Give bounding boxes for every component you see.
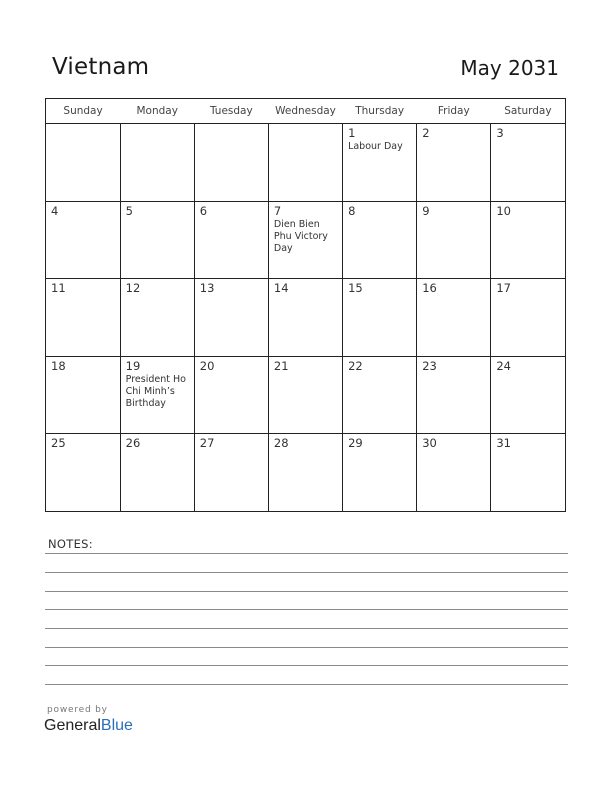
day-cell — [491, 201, 565, 279]
day-cell — [46, 356, 120, 434]
day-cell — [343, 434, 417, 512]
day-cell — [268, 201, 342, 279]
day-number: 15 — [348, 281, 363, 295]
generalblue-logo — [44, 717, 133, 735]
weekday-thursday: Thursday — [343, 99, 417, 124]
calendar-grid — [45, 98, 566, 512]
week-row — [46, 201, 565, 279]
day-number: 18 — [51, 358, 66, 373]
day-number: 17 — [496, 281, 511, 295]
day-cell — [120, 356, 194, 434]
day-cell — [46, 279, 120, 357]
note-line — [45, 572, 568, 573]
note-line — [45, 665, 568, 666]
day-number: 8 — [348, 203, 356, 218]
weekday-sunday: Sunday — [46, 99, 120, 124]
note-line — [45, 609, 568, 610]
day-cell — [194, 356, 268, 434]
day-cell — [120, 434, 194, 512]
day-number: 21 — [273, 358, 289, 373]
week-row — [46, 279, 565, 357]
day-cell — [491, 279, 565, 357]
day-cell — [343, 356, 417, 434]
day-number: 25 — [51, 436, 66, 450]
day-cell — [343, 201, 417, 279]
day-number: 14 — [273, 281, 289, 295]
day-cell — [194, 124, 268, 202]
day-number: 26 — [125, 436, 141, 450]
day-number: 24 — [496, 358, 511, 373]
day-number: 10 — [496, 203, 511, 218]
day-number: 9 — [422, 203, 430, 218]
day-cell — [120, 124, 194, 202]
day-number: 1 — [348, 126, 356, 140]
note-line — [45, 553, 568, 554]
day-cell — [343, 279, 417, 357]
day-number: 31 — [496, 436, 511, 450]
day-cell — [194, 279, 268, 357]
weekday-friday: Friday — [417, 99, 491, 124]
note-line — [45, 591, 568, 592]
day-cell — [268, 434, 342, 512]
day-cell — [268, 279, 342, 357]
day-cell — [268, 356, 342, 434]
day-number: 2 — [422, 126, 430, 140]
note-line — [45, 628, 568, 629]
day-number: 20 — [199, 358, 215, 373]
day-cell — [46, 124, 120, 202]
day-number: 28 — [273, 436, 289, 450]
day-cell — [268, 124, 342, 202]
day-cell — [417, 201, 491, 279]
day-number: 5 — [125, 203, 133, 218]
holiday-label: President Ho Chi Minh’s Birthday — [125, 373, 186, 409]
day-cell — [46, 201, 120, 279]
day-cell — [417, 356, 491, 434]
day-cell — [417, 279, 491, 357]
day-number: 29 — [348, 436, 363, 450]
day-number: 11 — [51, 281, 66, 295]
day-cell — [194, 201, 268, 279]
day-number: 7 — [273, 203, 282, 218]
day-cell — [120, 201, 194, 279]
day-number: 23 — [422, 358, 437, 373]
month-year-title: May 2031 — [460, 56, 559, 80]
week-row — [46, 124, 565, 202]
holiday-label: Dien Bien Phu Victory Day — [273, 218, 328, 254]
powered-by-text: powered by — [47, 705, 108, 715]
day-number: 6 — [199, 203, 208, 218]
holiday-label: Labour Day — [348, 141, 403, 152]
logo-blue-text: Blue — [100, 717, 133, 734]
note-line — [45, 647, 568, 648]
day-number: 30 — [422, 436, 437, 450]
day-cell — [491, 434, 565, 512]
day-number: 12 — [125, 281, 141, 295]
note-line — [45, 684, 568, 685]
day-cell — [194, 434, 268, 512]
week-row — [46, 434, 565, 512]
weekday-saturday: Saturday — [491, 99, 565, 124]
weekday-wednesday: Wednesday — [268, 99, 342, 124]
day-cell — [417, 124, 491, 202]
day-number: 27 — [199, 436, 215, 450]
day-number: 22 — [348, 358, 363, 373]
weekday-monday: Monday — [120, 99, 194, 124]
day-number: 13 — [199, 281, 215, 295]
day-cell — [343, 124, 417, 202]
week-row — [46, 356, 565, 434]
weekday-header-row — [46, 99, 565, 124]
notes-label: NOTES: — [48, 537, 93, 551]
country-title: Vietnam — [52, 54, 150, 80]
day-number: 19 — [125, 358, 141, 373]
day-cell — [417, 434, 491, 512]
day-number: 4 — [51, 203, 59, 218]
day-cell — [120, 279, 194, 357]
day-cell — [491, 356, 565, 434]
logo-general-text: General — [44, 717, 101, 734]
day-cell — [491, 124, 565, 202]
day-number: 16 — [422, 281, 437, 295]
weekday-tuesday: Tuesday — [194, 99, 268, 124]
day-number: 3 — [496, 126, 504, 140]
day-cell — [46, 434, 120, 512]
